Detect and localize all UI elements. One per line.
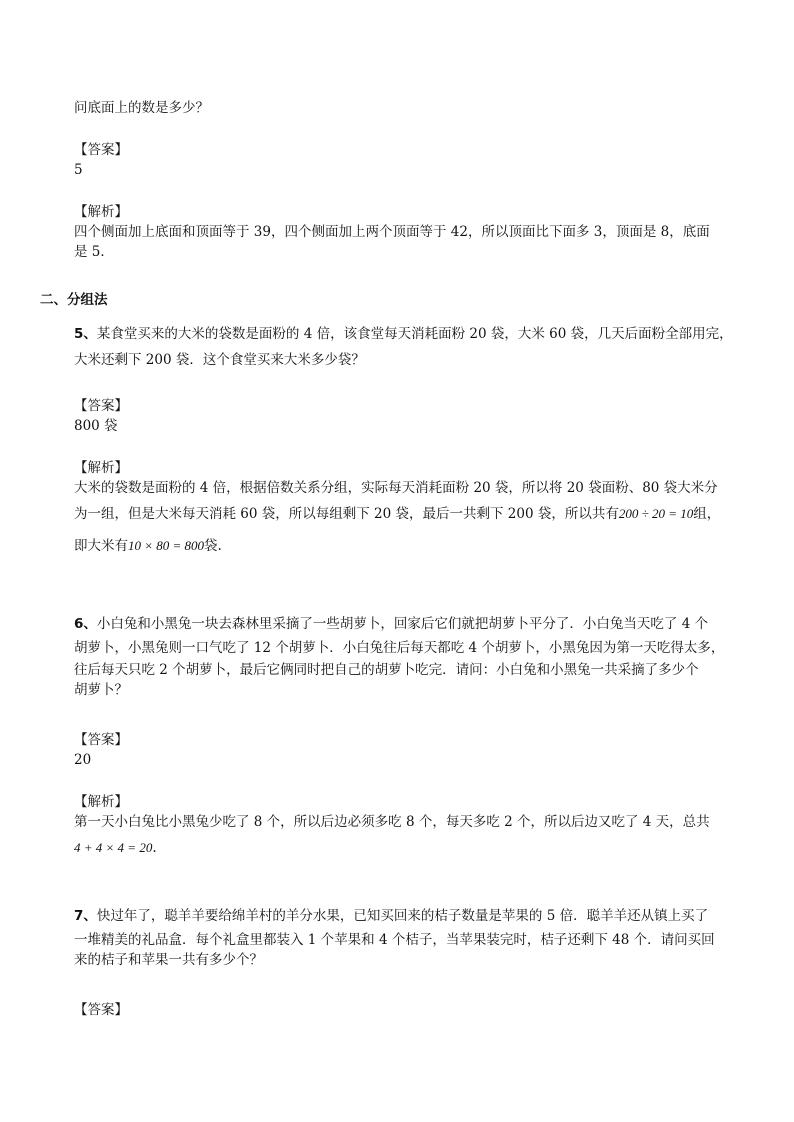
question-5: [74, 324, 734, 370]
math-expression: 4 + 4 × 4 = 20: [74, 840, 153, 855]
math-expression: 200 ÷ 20 = 10: [618, 506, 694, 521]
analysis-text: 组，: [693, 506, 721, 522]
analysis-text: 袋.: [204, 538, 222, 554]
section-title: 二、分组法: [40, 292, 108, 308]
question-line: 胡萝卜？: [74, 682, 128, 698]
question-line: [74, 324, 734, 344]
prev-analysis: [74, 222, 734, 262]
analysis-line: [74, 832, 734, 864]
q6-analysis-label: 【解析】: [74, 794, 128, 810]
q5-answer: 800 袋: [74, 418, 118, 434]
q5-analysis: [74, 478, 734, 562]
question-line: [74, 614, 734, 634]
question-7: [74, 906, 734, 970]
question-line: 大米还剩下 200 袋．这个食堂买来大米多少袋？: [74, 352, 365, 368]
prev-answer-label: 【答案】: [74, 142, 128, 158]
q7-answer-label: 【答案】: [74, 1002, 128, 1018]
analysis-line: 大米的袋数是面粉的 4 倍，根据倍数关系分组，实际每天消耗面粉 20 袋，所以将 20 袋面粉、80 袋大米分: [74, 480, 718, 496]
analysis-text: 为一组，但是大米每天消耗 60 袋，所以每组剩下 20 袋，最后一共剩下 200 袋，所以共有: [74, 506, 619, 522]
prev-analysis-label: 【解析】: [74, 204, 128, 220]
analysis-line: 第一天小白兔比小黑兔少吃了 8 个，所以后边必须多吃 8 个，每天多吃 2 个，所以后边又吃了 4 天，总共: [74, 814, 710, 830]
question-text: 小白兔和小黑兔一块去森林里采摘了一些胡萝卜，回家后它们就把胡萝卜平分了．小白兔当天吃了 4 个: [96, 616, 709, 632]
question-text: 某食堂买来的大米的袋数是面粉的 4 倍，该食堂每天消耗面粉 20 袋，大米 60 袋，几天后面粉全部用完，: [96, 326, 733, 342]
analysis-line: 四个侧面加上底面和顶面等于 39，四个侧面加上两个顶面等于 42，所以顶面比下面多 3，顶面是 8，底面: [74, 224, 710, 240]
analysis-line: [74, 530, 734, 562]
analysis-line: 是 5．: [74, 244, 114, 260]
question-number: 6、: [74, 616, 97, 632]
question-number: 7、: [74, 908, 97, 924]
question-text: 快过年了，聪羊羊要给绵羊村的羊分水果，已知买回来的桔子数量是苹果的 5 倍．聪羊羊还从镇上买了: [96, 908, 709, 924]
q5-analysis-label: 【解析】: [74, 460, 128, 476]
analysis-text: .: [152, 840, 157, 856]
q6-answer-label: 【答案】: [74, 732, 128, 748]
question-number: 5、: [74, 326, 97, 342]
prev-question-tail: 问底面上的数是多少？: [74, 100, 209, 116]
analysis-line: [74, 498, 734, 530]
analysis-text: 即大米有: [74, 538, 128, 554]
question-6: [74, 614, 734, 700]
q6-answer: 20: [74, 752, 92, 768]
q5-answer-label: 【答案】: [74, 398, 128, 414]
prev-answer: 5: [74, 162, 83, 178]
question-line: 往后每天只吃 2 个胡萝卜，最后它俩同时把自己的胡萝卜吃完．请问：小白兔和小黑兔一共采摘了多少个: [74, 662, 699, 678]
question-line: [74, 906, 734, 926]
math-expression: 10 × 80 = 800: [128, 538, 205, 553]
question-line: 来的桔子和苹果一共有多少个？: [74, 952, 263, 968]
question-line: 一堆精美的礼品盒．每个礼盒里都装入 1 个苹果和 4 个桔子，当苹果装完时，桔子还剩下 48 个．请问买回: [74, 932, 715, 948]
question-line: 胡萝卜，小黑兔则一口气吃了 12 个胡萝卜．小白兔往后每天都吃 4 个胡萝卜，小黑兔因为第一天吃得太多，: [74, 640, 725, 656]
q6-analysis: [74, 812, 734, 864]
